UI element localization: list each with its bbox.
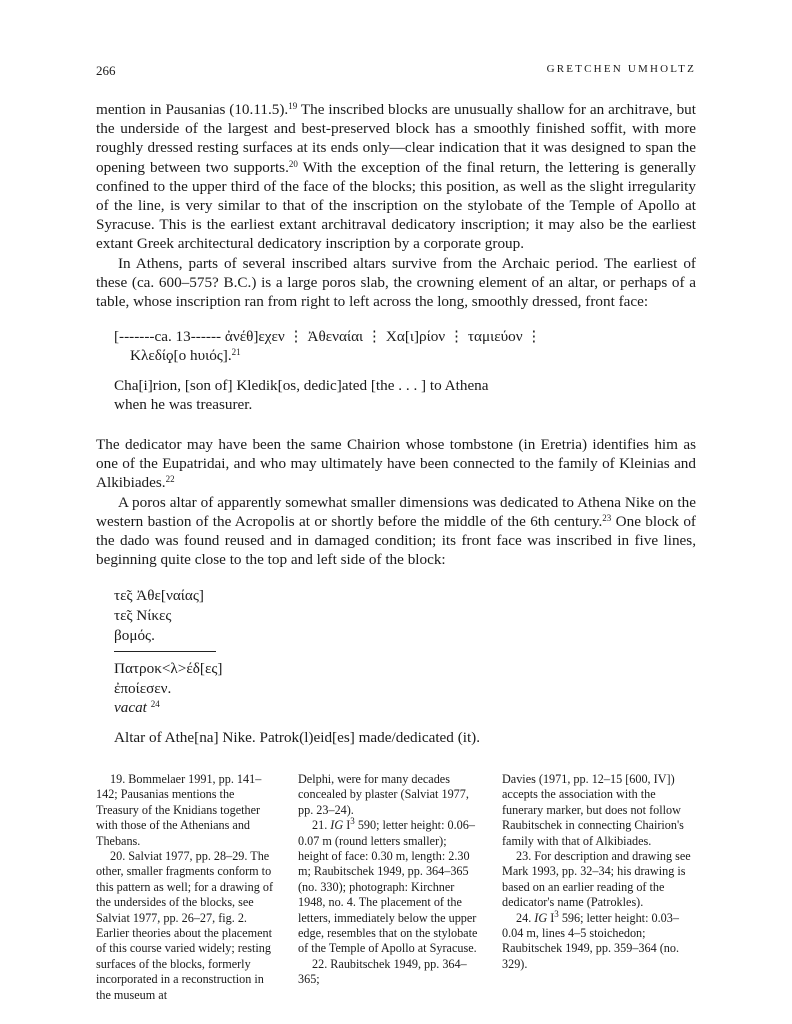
- altar-translation: Altar of Athe[na] Nike. Patrok(l)eid[es] made/dedicated (it).: [114, 729, 481, 747]
- inscription-line-4: Πατροκ<λ>έδ[ες]: [114, 660, 223, 678]
- inscription-line-1: τε̃ς Ἀθε[ναίας]: [114, 587, 204, 605]
- inscription-vacat: vacat $^{24}$: [114, 699, 160, 717]
- inscription-line-2: τε̃ς Νίκες: [114, 607, 172, 625]
- footnote-21: 21. IG $I^3$ 590; letter height: 0.06–0.07 m (round letters smaller); height of face: 0.30 m, length: 2.30 m; Raubitschek 1949, pp. 364–365 (no. 330); photograph: Kirchner 1948, no. 4. The placement of the letters, immediately below the upper edge, resembles that on the stylobate of the Temple of Apollo at Syracuse.: [298, 816, 478, 956]
- footnote-ref-23[interactable]: 23: [602, 512, 612, 523]
- footnote-20: 20. Salviat 1977, pp. 28–29. The other, smaller fragments conform to this pattern as well; for a drawing of the undersides of the blocks, see Salviat 1977, pp. 26–27, fig. 2. Earlier theories about the placement of this course varied widely; resting surfaces of the blocks, formerly incorporated in a reconstruction in the museum at: [96, 849, 274, 1002]
- greek-line-2: Κλεδίϙ[ο hυιός].$^{21}$: [130, 347, 241, 365]
- inscription-line-3: βομός.: [114, 626, 155, 644]
- footnote-ref-20[interactable]: 20: [288, 158, 298, 169]
- greek-line-1: [-------ca. 13------ ἀνέθ]εχεν ⋮ Ἀθεναίαι ⋮ Χα[ι]ρίον ⋮ ταμιεύον ⋮: [114, 328, 542, 346]
- footnote-23: 23. For description and drawing see Mark 1993, pp. 32–34; his drawing is based on an earlier reading of the dedicator's name (Patrokles).: [502, 849, 691, 910]
- footnote-ref-22[interactable]: 22: [165, 474, 175, 485]
- main-text: [96, 100, 696, 747]
- greek-inscription-block: [114, 327, 696, 365]
- paragraph-4: A poros altar of apparently somewhat smaller dimensions was dedicated to Athena Nike on the western bastion of the Acropolis at or shortly before the middle of the 6th century.$^{23}$ One block of the dado was found reused and in damaged condition; its front face was inscribed in five lines, beginning quite close to the top and left side of the block:: [96, 493, 696, 569]
- page-number: 266: [96, 63, 116, 78]
- footnote-22-continued: Davies (1971, pp. 12–15 [600, IV]) accepts the association with the funerary marker, but does not follow Raubitschek in connecting Chairion's family with that of Alkibiades.: [502, 772, 684, 848]
- paragraph-1: mention in Pausanias (10.11.5).$^{19}$ The inscribed blocks are unusually shallow for an architrave, but the underside of the largest and best-preserved block has a smoothly finished soffit, with more roughly dressed resting surfaces at its ends only—clear indication that it was designed to span the opening between two supports.$^{20}$ With the exception of the final return, the lettering is generally confined to the upper third of the face of the blocks; this position, as well as the slight irregularity of the line, is very similar to that of the inscription on the stylobate of the Temple of Apollo at Syracuse. This is the earliest extant architraval dedicatory inscription; it may also be the earliest extant Greek architectural dedicatory inscription by a corporate group.: [96, 101, 696, 253]
- footnotes-column-2: [298, 772, 478, 988]
- footnotes-column-1: [96, 772, 274, 1003]
- inscription-translation: Cha[i]rion, [son of] Kledik[os, dedic]ated [the . . . ] to Athena when he was treasurer.: [114, 376, 489, 413]
- inscription-divider: [114, 651, 216, 652]
- paragraph-3: The dedicator may have been the same Chairion whose tombstone (in Eretria) identifies him as one of the Eupatridai, and who may ultimately have been connected to the family of Kleinias and Alkibiades.$^{22}$: [96, 436, 696, 492]
- footnote-22: 22. Raubitschek 1949, pp. 364–365;: [298, 956, 467, 987]
- page-header: [96, 63, 696, 83]
- footnotes-column-3: [502, 772, 698, 972]
- footnote-ref-21[interactable]: 21: [231, 347, 241, 358]
- altar-inscription: [114, 586, 696, 718]
- footnote-19: 19. Bommelaer 1991, pp. 141–142; Pausanias mentions the Treasury of the Knidians together with those of the Athenians and Thebans.: [96, 772, 262, 848]
- footnote-ref-19[interactable]: 19: [288, 101, 298, 111]
- inscription-line-5: ἐποίεσεν.: [114, 679, 172, 697]
- footnote-ref-24[interactable]: 24: [150, 699, 160, 710]
- footnote-24: 24. IG $I^3$ 596; letter height: 0.03–0.04 m, lines 4–5 stoichedon; Raubitschek 1949, pp. 359–364 (no. 329).: [502, 908, 680, 971]
- footnote-20-continued: Delphi, were for many decades concealed by plaster (Salviat 1977, pp. 23–24).: [298, 772, 469, 817]
- paragraph-2: In Athens, parts of several inscribed altars survive from the Archaic period. The earliest of these (ca. 600–575? B.C.) is a large poros slab, the crowning element of an altar, or perhaps of a table, whose inscription ran from right to left across the long, smoothly dressed, front face:: [96, 254, 696, 311]
- running-head: GRETCHEN UMHOLTZ: [546, 63, 696, 75]
